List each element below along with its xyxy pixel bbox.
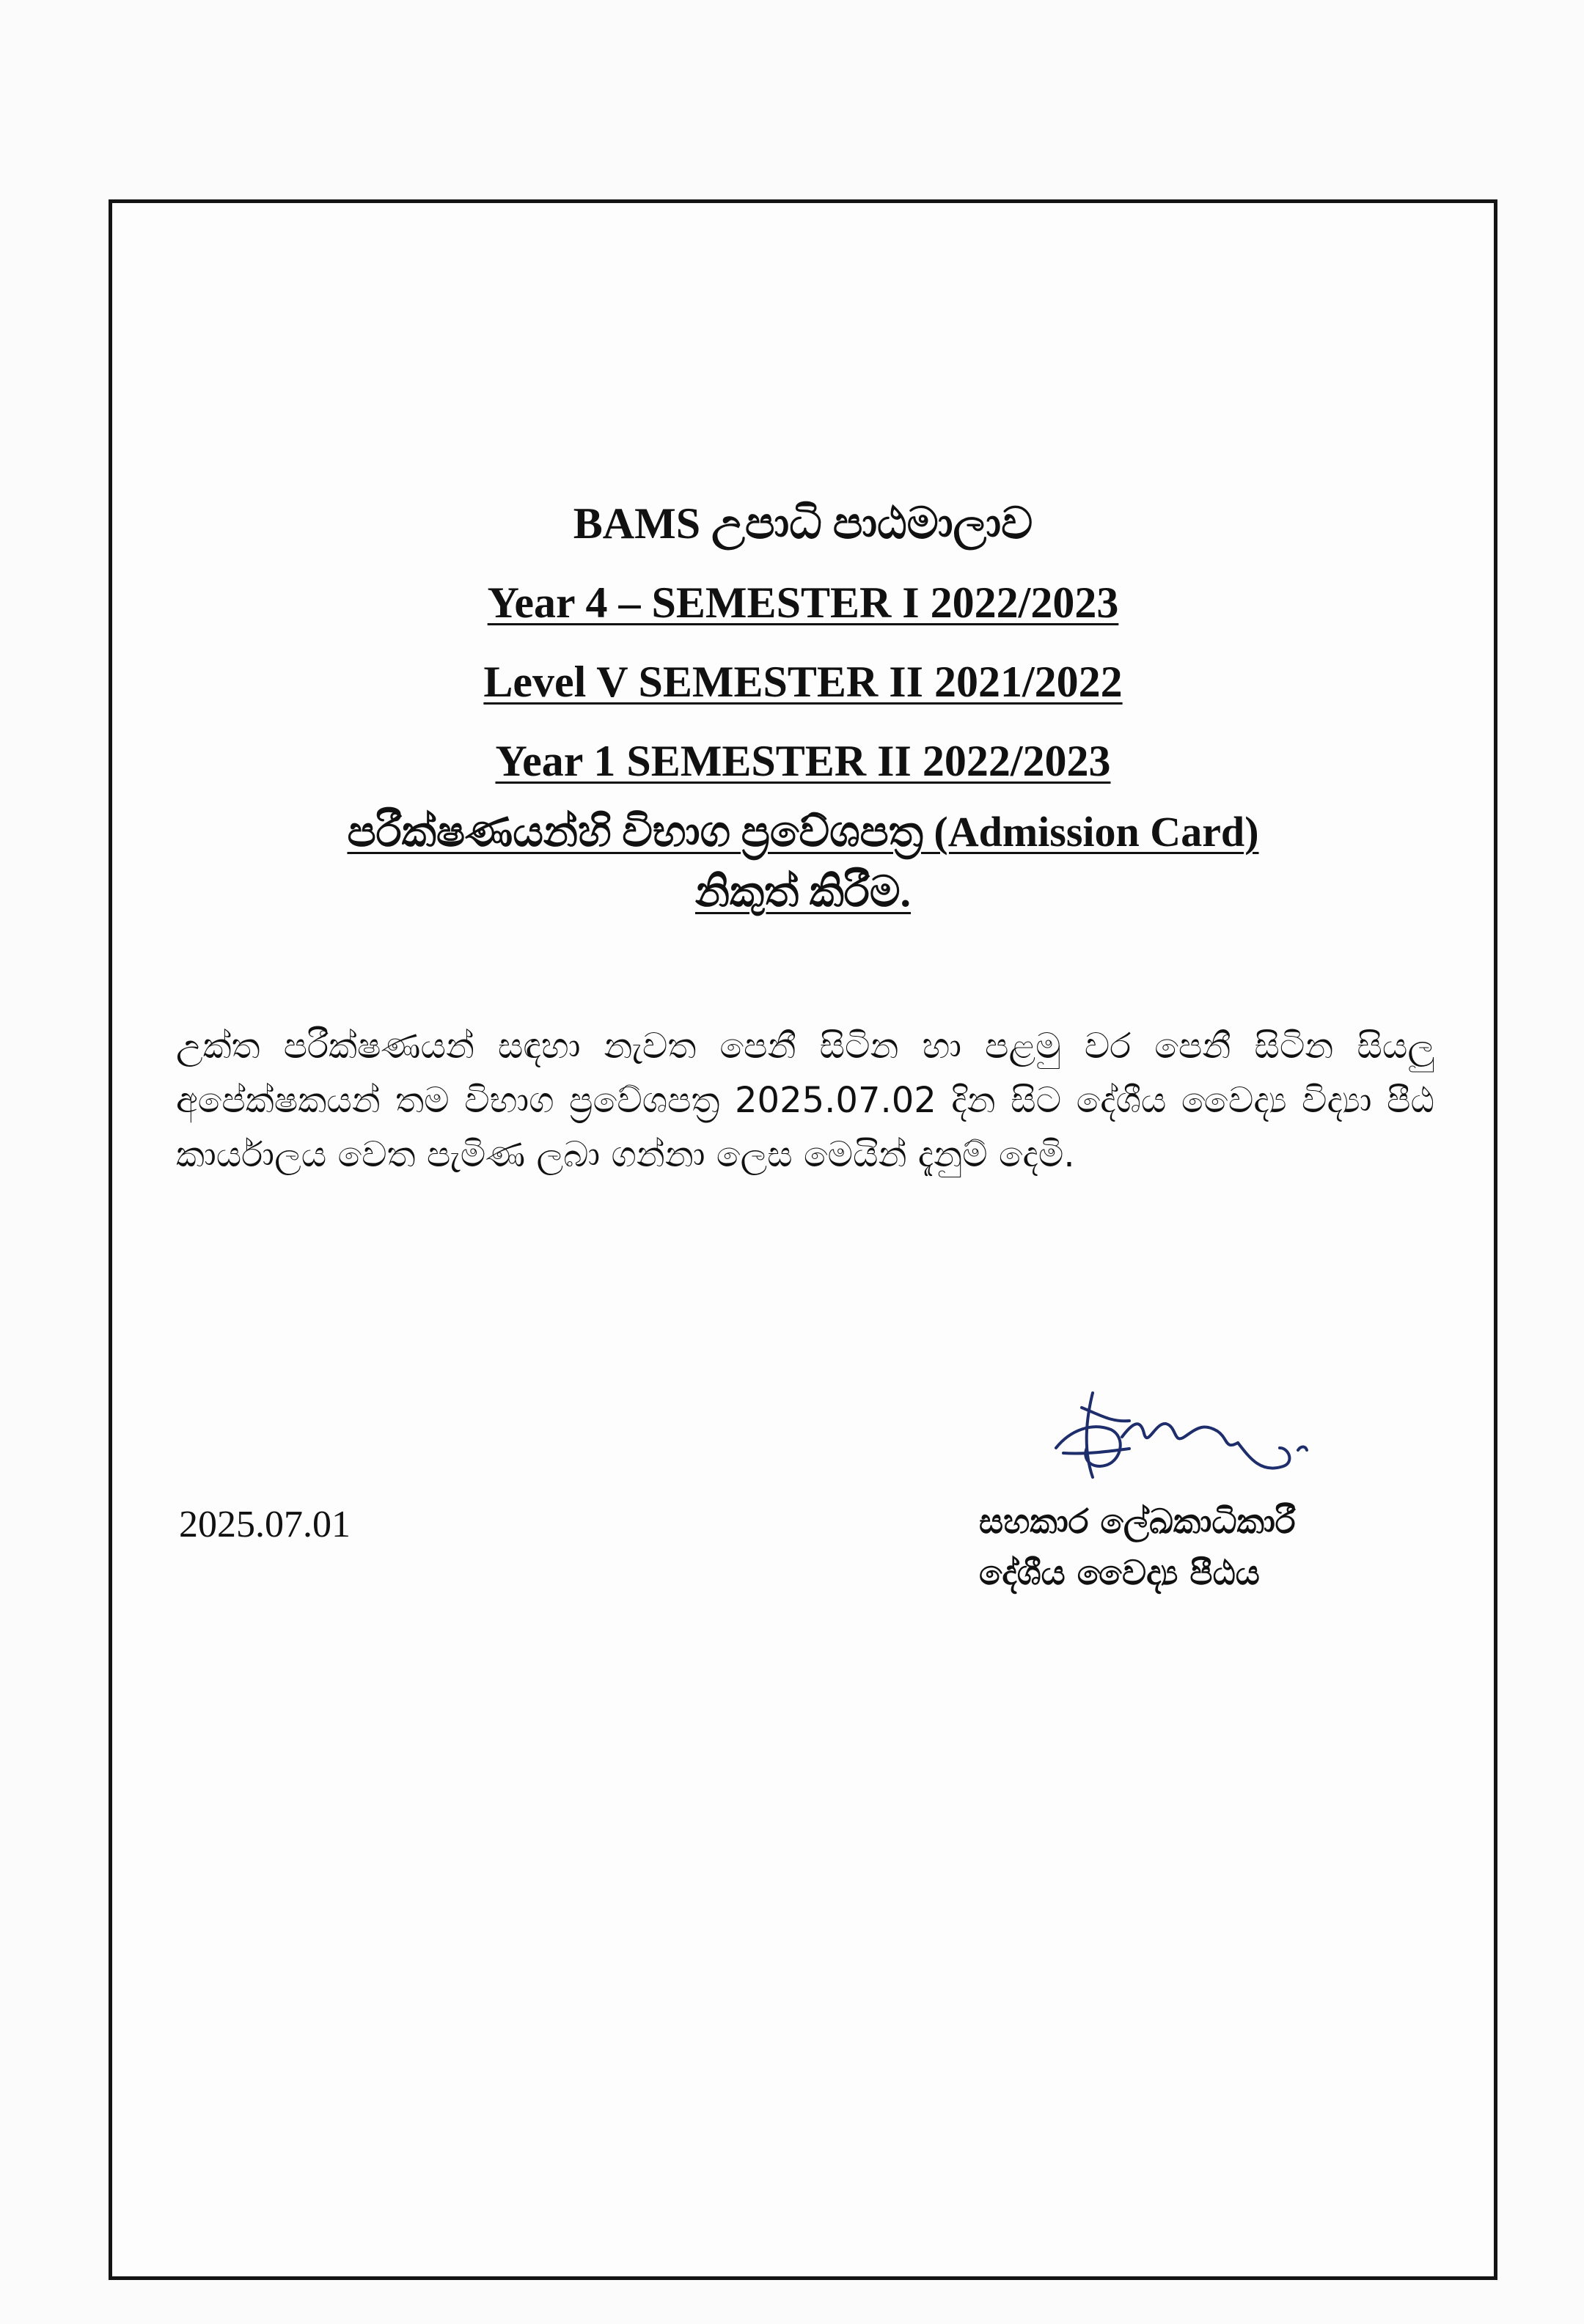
notice-body: උක්ත පරීක්ෂණයන් සඳහා නැවත පෙනී සිටින හා පළමු වර පෙනී සිටින සියලු අපේක්ෂකයන් තම විභාග ප්‍රවේශපත්‍ර 2025.07.02 දින සිට දේශීය වෛද්‍ය විද්‍යා පීඨ කාර්යාලය වෙත පැමිණ ලබා ගන්නා ලෙස මෙයින් දැනුම් දෙමි. [176, 1026, 1434, 1175]
semester-line-2: Level V SEMESTER II 2021/2022 [483, 658, 1123, 706]
signatory-office: දේශීය වෛද්‍ය පීඨය [979, 1553, 1260, 1592]
admission-card-title: පරීක්ෂණයන්හි විභාග ප්‍රවේශපත්‍ර (Admission Card) [347, 808, 1259, 856]
signatory-block [979, 1496, 1296, 1598]
course-title: BAMS උපාධි පාඨමාලාව [573, 499, 1033, 548]
handwritten-signature-icon [1041, 1378, 1335, 1503]
signatory-title: සහකාර ලේඛකාධිකාරී [979, 1501, 1296, 1541]
notice-heading [109, 484, 1497, 921]
semester-line-3: Year 1 SEMESTER II 2022/2023 [495, 737, 1111, 785]
admission-card-subtitle: නිකුත් කිරීම. [694, 868, 912, 916]
semester-line-1: Year 4 – SEMESTER I 2022/2023 [487, 578, 1119, 627]
notice-date: 2025.07.01 [179, 1504, 351, 1545]
